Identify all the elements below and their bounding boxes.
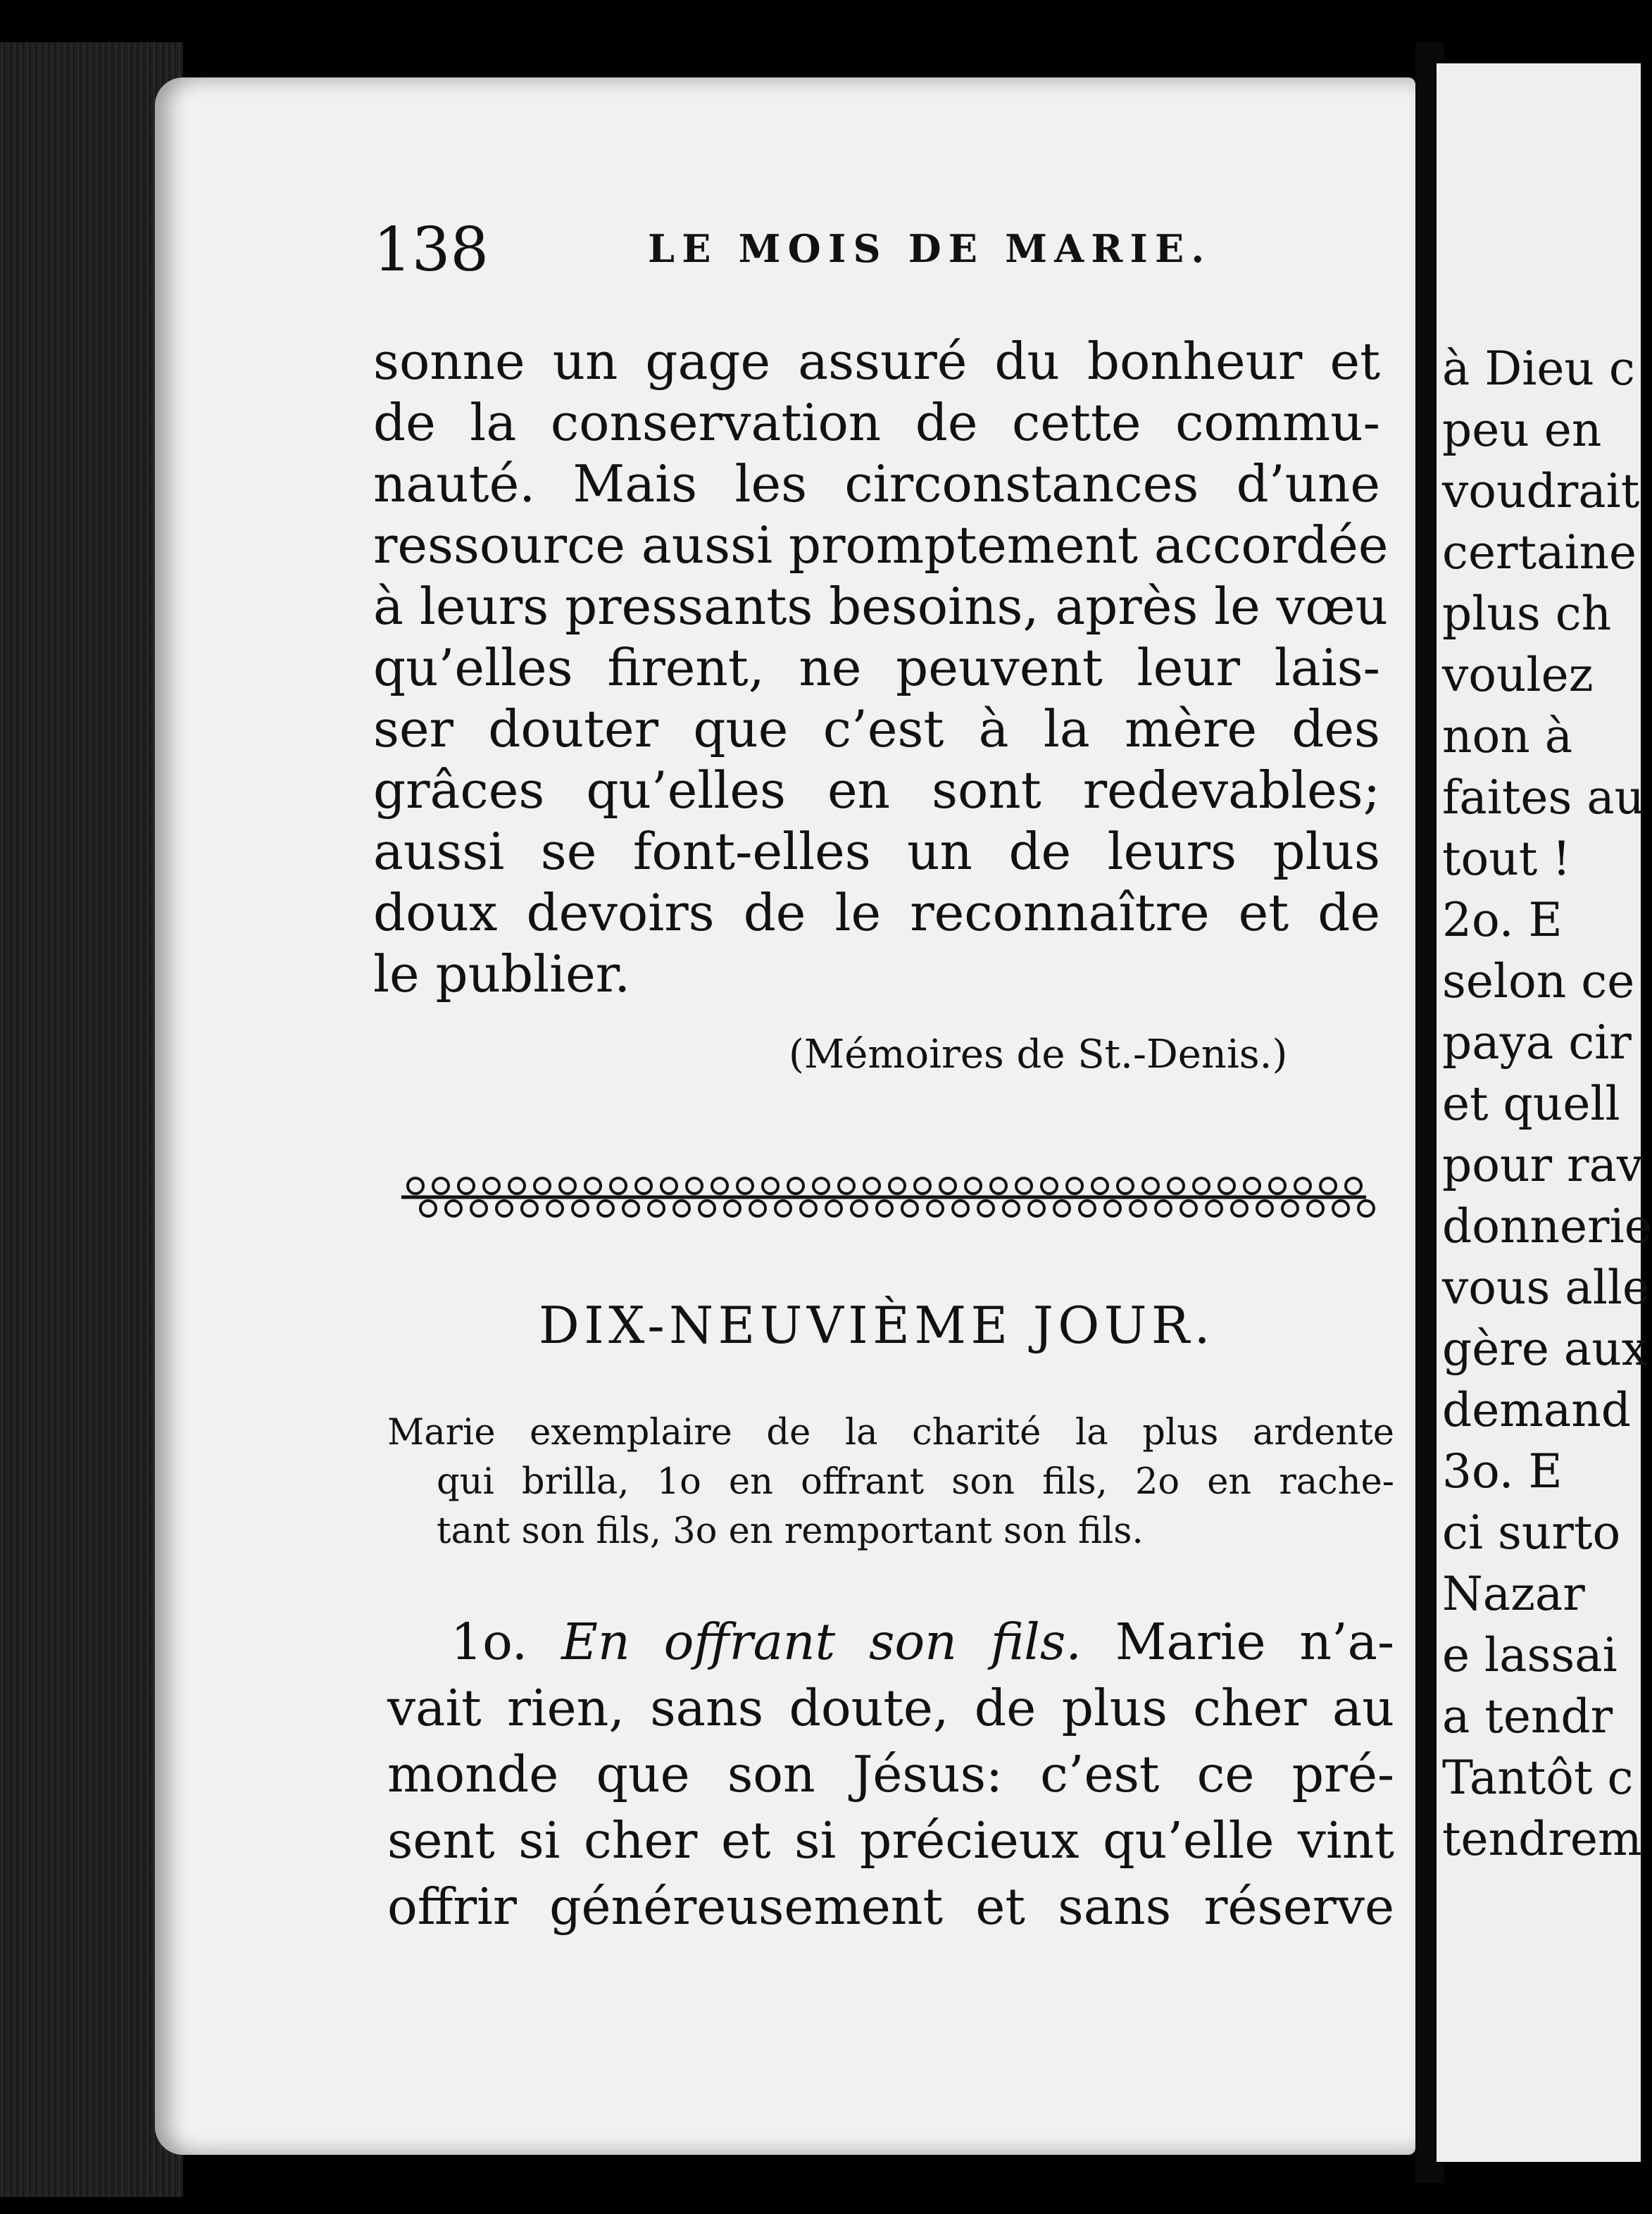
facing-line: e lassai [1442, 1628, 1617, 1682]
continued-paragraph [373, 331, 1389, 1005]
facing-line: 2o. E [1442, 893, 1563, 947]
facing-line: gère aux [1442, 1322, 1648, 1376]
facing-line: à Dieu c [1442, 342, 1635, 396]
facing-line: Tantôt c [1442, 1751, 1634, 1805]
running-header [373, 215, 1289, 285]
facing-line: plus ch [1442, 587, 1612, 641]
text-line: monde que son Jésus: c’est ce pré- [387, 1745, 1394, 1803]
summary-line: qui brilla, 1o en offrant son fils, 2o en rache- [437, 1461, 1394, 1503]
running-title: LE MOIS DE MARIE. [648, 226, 1212, 271]
facing-page [1437, 63, 1652, 2162]
point-number: 1o. [451, 1613, 528, 1671]
facing-line: pour rav [1442, 1138, 1644, 1192]
facing-line: demand [1442, 1383, 1631, 1437]
text-line: le publier. [373, 944, 631, 1003]
chapter-heading: DIX-NEUVIÈME JOUR. [539, 1296, 1215, 1355]
text-line [387, 1609, 1394, 1675]
text-line: de la conservation de cette commu- [373, 393, 1380, 452]
text-line: ressource aussi promptement accordée [373, 515, 1389, 575]
paragraph-first-point [387, 1609, 1394, 1940]
facing-line: tendrem [1442, 1812, 1642, 1866]
text-line: à leurs pressants besoins, après le vœu [373, 577, 1388, 636]
facing-line: certaine [1442, 525, 1637, 580]
text-line: sonne un gage assuré du bonheur et [373, 332, 1380, 391]
text-line: sent si cher et si précieux qu’elle vint [387, 1811, 1394, 1870]
facing-line: Nazar [1442, 1567, 1585, 1621]
italic-phrase: En offrant son fils. [561, 1613, 1082, 1671]
facing-line: faites au [1442, 770, 1645, 825]
text-run: Marie n’a- [1115, 1613, 1394, 1671]
facing-line: vous alle [1442, 1261, 1651, 1315]
text-line: doux devoirs de le reconnaître et de [373, 883, 1380, 942]
facing-line: paya cir [1442, 1015, 1632, 1070]
text-line: offrir généreusement et sans réserve [387, 1877, 1394, 1936]
summary-line: Marie exemplaire de la charité la plus ardente [387, 1412, 1394, 1453]
facing-line: et quell [1442, 1077, 1620, 1131]
facing-line: donnerie [1442, 1199, 1652, 1253]
facing-line: ci surto [1442, 1506, 1621, 1560]
summary-line: tant son fils, 3o en remportant son fils. [437, 1511, 1144, 1552]
facing-line: tout ! [1442, 832, 1571, 886]
facing-line: a tendr [1442, 1689, 1613, 1744]
facing-line: voulez [1442, 648, 1594, 702]
text-line: aussi se font-elles un de leurs plus [373, 822, 1380, 881]
text-line: ser douter que c’est à la mère des [373, 699, 1380, 758]
chapter-summary [387, 1408, 1394, 1556]
text-line: qu’elles firent, ne peuvent leur lais- [373, 638, 1380, 697]
facing-line: selon ce [1442, 954, 1635, 1008]
facing-page-text [1442, 338, 1652, 1870]
facing-line: peu en [1442, 403, 1602, 457]
facing-line: non à [1442, 709, 1573, 763]
text-line: grâces qu’elles en sont redevables; [373, 761, 1380, 820]
facing-line: voudrait [1442, 464, 1640, 518]
facing-line: 3o. E [1442, 1444, 1563, 1499]
source-attribution: (Mémoires de St.-Denis.) [789, 1032, 1288, 1077]
text-line: nauté. Mais les circonstances d’une [373, 454, 1380, 513]
page-number: 138 [373, 215, 489, 285]
text-line: vait rien, sans doute, de plus cher au [387, 1679, 1394, 1737]
decorative-ornament-rule [387, 1169, 1380, 1225]
